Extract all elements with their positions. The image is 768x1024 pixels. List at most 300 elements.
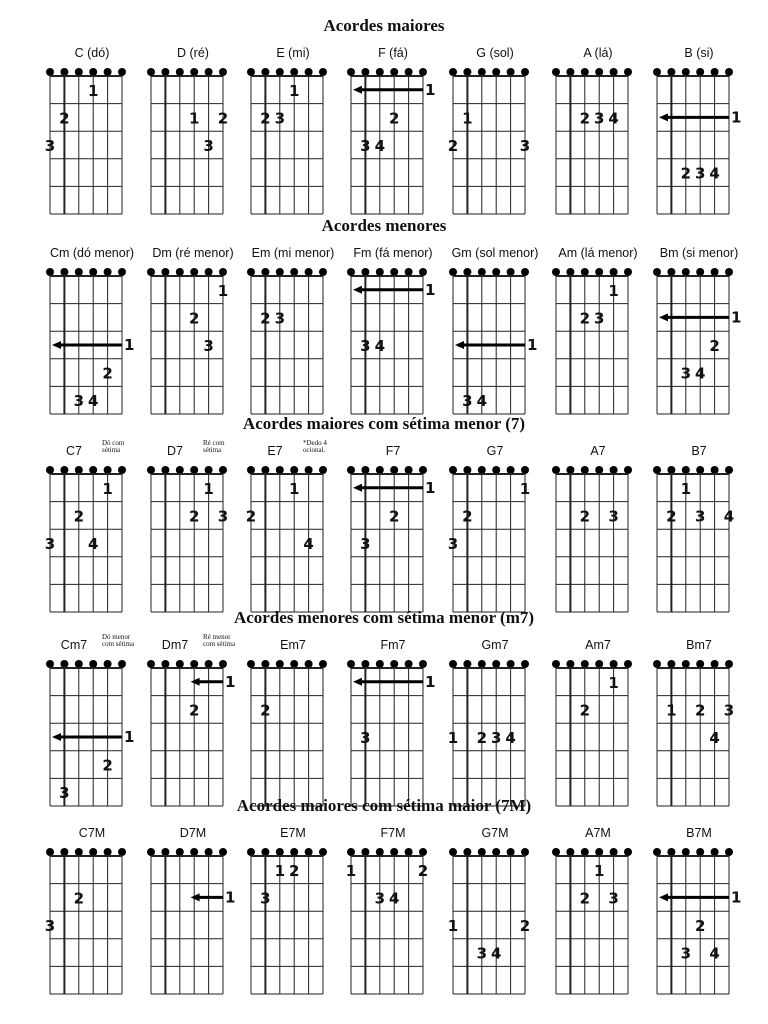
string-dot	[361, 848, 369, 856]
finger-number: 1	[519, 479, 531, 498]
chord-diagram	[651, 246, 747, 416]
chord-diagram	[550, 826, 646, 996]
finger-number: 3	[723, 701, 735, 720]
fretboard	[145, 444, 241, 614]
section-title: Acordes menores com sétima menor (m7)	[233, 608, 535, 627]
fretboard	[447, 246, 543, 416]
string-dot	[118, 848, 126, 856]
fretboard	[245, 46, 341, 216]
finger-number: 2	[59, 109, 70, 128]
string-dot	[361, 68, 369, 76]
string-dot	[463, 68, 471, 76]
finger-number: 3	[44, 137, 56, 155]
chord-name: Fm7	[380, 638, 406, 652]
finger-number: 2	[217, 109, 229, 128]
string-dot	[595, 660, 603, 668]
barre-arrow	[52, 733, 61, 741]
string-dot	[247, 68, 255, 76]
string-dot	[696, 848, 704, 856]
section-title: Acordes maiores com sétima menor (7)	[242, 414, 526, 433]
finger-number: 3	[73, 392, 85, 411]
finger-number: 2	[260, 109, 271, 128]
finger-number: 1	[462, 109, 473, 128]
chord-diagram	[145, 439, 241, 614]
finger-number: 2	[73, 889, 85, 908]
chord-name: Cm (dó menor)	[49, 246, 135, 260]
finger-number: 1	[87, 81, 99, 100]
finger-number: 3	[274, 309, 286, 328]
chord-footnote: Ré com sétima	[203, 439, 225, 454]
string-dot	[319, 68, 327, 76]
finger-number: 4	[694, 364, 706, 383]
string-dot	[75, 660, 83, 668]
finger-number: 4	[303, 535, 314, 553]
finger-number: 2	[709, 337, 720, 355]
finger-number: 1	[447, 729, 459, 747]
string-dot	[161, 268, 169, 276]
string-dot	[711, 268, 719, 276]
string-dot	[376, 68, 384, 76]
string-dot	[419, 68, 427, 76]
string-dot	[696, 466, 704, 474]
chord-name: A7	[590, 444, 606, 458]
section-title: Acordes menores	[321, 216, 447, 235]
string-dot	[478, 660, 486, 668]
chord-diagram	[145, 46, 241, 216]
finger-number: 3	[608, 889, 619, 908]
string-dot	[492, 268, 500, 276]
string-dot	[276, 660, 284, 668]
string-dot	[390, 268, 398, 276]
fretboard	[550, 638, 646, 808]
finger-number: 2	[288, 861, 300, 880]
barre-finger-number: 1	[731, 108, 742, 127]
string-dot	[305, 268, 313, 276]
string-dot	[176, 466, 184, 474]
string-dot	[507, 848, 515, 856]
chord-name: Em (mi menor)	[251, 246, 335, 260]
string-dot	[595, 268, 603, 276]
section-title: Acordes maiores com sétima maior (7M)	[236, 796, 532, 815]
string-dot	[507, 268, 515, 276]
barre-arrow	[191, 893, 200, 901]
string-dot	[219, 68, 227, 76]
chord-diagram	[651, 638, 747, 808]
finger-number: 3	[490, 729, 502, 747]
string-dot	[176, 660, 184, 668]
finger-number: 1	[102, 479, 113, 498]
finger-number: 3	[680, 364, 692, 383]
finger-number: 4	[388, 889, 400, 908]
finger-number: 2	[694, 917, 706, 935]
string-dot	[624, 268, 632, 276]
finger-number: 2	[519, 917, 531, 935]
string-dot	[376, 268, 384, 276]
finger-number: 3	[274, 109, 286, 128]
fretboard	[651, 444, 747, 614]
string-dot	[566, 660, 574, 668]
chord-name: Bm (si menor)	[659, 246, 739, 260]
string-dot	[190, 660, 198, 668]
string-dot	[449, 68, 457, 76]
string-dot	[405, 466, 413, 474]
string-dot	[552, 268, 560, 276]
string-dot	[305, 466, 313, 474]
string-dot	[521, 68, 529, 76]
string-dot	[60, 660, 68, 668]
string-dot	[566, 466, 574, 474]
chord-diagram	[550, 444, 646, 614]
finger-number: 2	[260, 309, 271, 328]
string-dot	[390, 68, 398, 76]
finger-number: 4	[490, 944, 502, 963]
chord-name: Em7	[280, 638, 306, 652]
fretboard	[44, 246, 140, 416]
string-dot	[682, 660, 690, 668]
finger-number: 3	[462, 392, 473, 411]
fretboard	[245, 638, 341, 808]
string-dot	[492, 660, 500, 668]
chord-diagram	[245, 46, 341, 216]
string-dot	[219, 466, 227, 474]
string-dot	[361, 660, 369, 668]
finger-number: 2	[417, 861, 429, 880]
string-dot	[60, 848, 68, 856]
finger-number: 3	[374, 889, 386, 908]
string-dot	[118, 466, 126, 474]
barre-arrow	[659, 313, 668, 321]
finger-number: 1	[217, 281, 229, 300]
fretboard	[447, 46, 543, 216]
string-dot	[405, 268, 413, 276]
string-dot	[89, 848, 97, 856]
chord-diagram	[447, 246, 543, 416]
finger-number: 1	[608, 673, 619, 692]
finger-number: 4	[709, 729, 720, 747]
fretboard	[145, 46, 241, 216]
chord-name: E7	[267, 444, 283, 458]
string-dot	[276, 466, 284, 474]
finger-number: 4	[374, 337, 386, 355]
string-dot	[419, 466, 427, 474]
string-dot	[521, 848, 529, 856]
barre-finger-number: 1	[124, 336, 135, 354]
chord-footnote: Ré menor com sétima	[203, 633, 236, 648]
barre-finger-number: 1	[731, 308, 742, 327]
barre-arrow	[353, 286, 362, 294]
chord-diagram	[651, 826, 747, 996]
chord-name: C7	[66, 444, 82, 458]
string-dot	[161, 68, 169, 76]
string-dot	[118, 68, 126, 76]
fretboard	[550, 826, 646, 996]
string-dot	[463, 466, 471, 474]
barre-arrow	[659, 113, 668, 121]
string-dot	[247, 466, 255, 474]
string-dot	[147, 660, 155, 668]
barre-finger-number: 1	[527, 336, 538, 354]
string-dot	[147, 848, 155, 856]
chord-name: G7	[486, 444, 504, 458]
section-title: Acordes maiores	[323, 16, 445, 35]
string-dot	[190, 848, 198, 856]
chord-diagram	[447, 638, 543, 808]
chord-name: Cm7	[60, 638, 88, 652]
chord-name: Gm (sol menor)	[451, 246, 539, 260]
chord-diagram	[651, 444, 747, 614]
string-dot	[118, 268, 126, 276]
finger-number: 1	[188, 109, 200, 128]
string-dot	[552, 848, 560, 856]
string-dot	[711, 68, 719, 76]
chord-name: A (lá)	[583, 46, 613, 60]
finger-number: 3	[694, 507, 706, 526]
string-dot	[610, 466, 618, 474]
chord-name: F7	[385, 444, 401, 458]
barre-finger-number: 1	[425, 672, 436, 691]
string-dot	[219, 268, 227, 276]
string-dot	[60, 466, 68, 474]
chord-name: D7	[167, 444, 183, 458]
finger-number: 4	[709, 944, 720, 963]
string-dot	[176, 68, 184, 76]
finger-number: 2	[102, 364, 113, 383]
string-dot	[390, 466, 398, 474]
finger-number: 1	[608, 281, 619, 300]
chord-diagram	[44, 826, 140, 996]
chord-diagram	[245, 439, 341, 614]
chord-diagram	[145, 826, 241, 996]
chord-name: B7	[691, 444, 707, 458]
finger-number: 3	[476, 944, 488, 963]
string-dot	[449, 848, 457, 856]
fretboard	[447, 638, 543, 808]
barre-finger-number: 1	[425, 478, 436, 497]
string-dot	[247, 848, 255, 856]
fretboard	[651, 246, 747, 416]
string-dot	[711, 848, 719, 856]
string-dot	[46, 68, 54, 76]
string-dot	[419, 848, 427, 856]
chord-name: F (fá)	[378, 46, 408, 60]
chord-diagram	[447, 46, 543, 216]
string-dot	[682, 466, 690, 474]
string-dot	[405, 848, 413, 856]
finger-number: 3	[608, 507, 619, 526]
finger-number: 1	[274, 861, 286, 880]
finger-number: 4	[608, 109, 619, 128]
string-dot	[492, 848, 500, 856]
chord-name: D7M	[179, 826, 207, 840]
finger-number: 1	[447, 917, 459, 935]
fretboard	[447, 444, 543, 614]
string-dot	[566, 268, 574, 276]
fretboard	[345, 638, 441, 808]
string-dot	[521, 660, 529, 668]
finger-number: 2	[73, 507, 85, 526]
barre-arrow	[52, 341, 61, 349]
string-dot	[682, 268, 690, 276]
string-dot	[725, 466, 733, 474]
string-dot	[653, 268, 661, 276]
finger-number: 1	[288, 479, 300, 498]
chord-diagram	[550, 246, 646, 416]
barre-arrow	[353, 484, 362, 492]
string-dot	[581, 68, 589, 76]
string-dot	[104, 466, 112, 474]
string-dot	[463, 848, 471, 856]
chord-diagram	[447, 826, 543, 996]
string-dot	[492, 466, 500, 474]
finger-number: 4	[505, 729, 516, 747]
finger-number: 2	[388, 507, 400, 526]
chord-diagram	[651, 46, 747, 216]
finger-number: 3	[360, 337, 371, 355]
string-dot	[419, 268, 427, 276]
chord-name: Dm7	[161, 638, 189, 652]
chord-footnote: *Dedo 4 ocional.	[303, 439, 327, 454]
string-dot	[449, 466, 457, 474]
fretboard	[345, 246, 441, 416]
string-dot	[276, 68, 284, 76]
fretboard	[145, 246, 241, 416]
string-dot	[552, 660, 560, 668]
string-dot	[682, 848, 690, 856]
string-dot	[624, 68, 632, 76]
chord-name: G (sol)	[476, 46, 514, 60]
string-dot	[319, 660, 327, 668]
string-dot	[147, 466, 155, 474]
chord-diagram	[345, 444, 441, 614]
finger-number: 2	[102, 756, 113, 775]
string-dot	[725, 268, 733, 276]
string-dot	[667, 848, 675, 856]
string-dot	[60, 68, 68, 76]
string-dot	[219, 848, 227, 856]
string-dot	[247, 660, 255, 668]
string-dot	[104, 268, 112, 276]
finger-number: 2	[188, 701, 200, 720]
chord-diagram	[550, 638, 646, 808]
finger-number: 1	[593, 861, 605, 880]
chord-name: Dm (ré menor)	[152, 246, 234, 260]
chord-diagram	[345, 46, 441, 216]
finger-number: 4	[476, 392, 488, 411]
string-dot	[376, 848, 384, 856]
chord-name: Am (lá menor)	[558, 246, 638, 260]
string-dot	[405, 68, 413, 76]
string-dot	[46, 466, 54, 474]
finger-number: 1	[666, 701, 677, 720]
string-dot	[305, 848, 313, 856]
string-dot	[581, 660, 589, 668]
string-dot	[610, 68, 618, 76]
string-dot	[347, 466, 355, 474]
chord-diagram	[345, 638, 441, 808]
fretboard	[145, 826, 241, 996]
chord-name: G7M	[481, 826, 509, 840]
string-dot	[89, 68, 97, 76]
finger-number: 1	[288, 81, 300, 100]
finger-number: 4	[87, 535, 99, 553]
chord-diagram	[44, 633, 140, 808]
barre-arrow	[191, 678, 200, 686]
finger-number: 3	[44, 917, 56, 935]
chord-diagram	[245, 638, 341, 808]
barre-finger-number: 1	[225, 888, 236, 907]
string-dot	[667, 268, 675, 276]
finger-number: 2	[680, 164, 692, 183]
string-dot	[205, 848, 213, 856]
finger-number: 3	[593, 109, 605, 128]
fretboard	[245, 444, 341, 614]
string-dot	[46, 848, 54, 856]
string-dot	[261, 268, 269, 276]
string-dot	[276, 268, 284, 276]
fretboard	[447, 826, 543, 996]
string-dot	[595, 68, 603, 76]
string-dot	[190, 68, 198, 76]
chord-name: Am7	[585, 638, 611, 652]
string-dot	[46, 268, 54, 276]
finger-number: 4	[374, 137, 386, 155]
string-dot	[190, 466, 198, 474]
chord-name: C7M	[78, 826, 106, 840]
barre-finger-number: 1	[425, 80, 436, 99]
string-dot	[305, 660, 313, 668]
fretboard	[44, 46, 140, 216]
string-dot	[305, 68, 313, 76]
string-dot	[682, 68, 690, 76]
string-dot	[361, 268, 369, 276]
string-dot	[581, 268, 589, 276]
fretboard	[550, 46, 646, 216]
barre-finger-number: 1	[425, 280, 436, 299]
string-dot	[75, 68, 83, 76]
string-dot	[176, 848, 184, 856]
finger-number: 3	[360, 729, 371, 747]
string-dot	[521, 466, 529, 474]
string-dot	[725, 660, 733, 668]
string-dot	[104, 68, 112, 76]
string-dot	[696, 268, 704, 276]
string-dot	[624, 660, 632, 668]
finger-number: 3	[360, 535, 371, 553]
finger-number: 3	[59, 784, 70, 803]
string-dot	[610, 268, 618, 276]
chord-diagram	[245, 246, 341, 416]
string-dot	[566, 68, 574, 76]
fretboard	[245, 826, 341, 996]
string-dot	[667, 466, 675, 474]
string-dot	[147, 68, 155, 76]
string-dot	[581, 848, 589, 856]
finger-number: 3	[447, 535, 459, 553]
string-dot	[521, 268, 529, 276]
string-dot	[247, 268, 255, 276]
string-dot	[653, 466, 661, 474]
string-dot	[347, 848, 355, 856]
string-dot	[725, 68, 733, 76]
string-dot	[653, 68, 661, 76]
finger-number: 3	[260, 889, 271, 908]
finger-number: 2	[579, 889, 591, 908]
chord-name: E7M	[280, 826, 306, 840]
string-dot	[347, 268, 355, 276]
barre-arrow	[353, 86, 362, 94]
string-dot	[290, 68, 298, 76]
finger-number: 4	[709, 164, 720, 183]
